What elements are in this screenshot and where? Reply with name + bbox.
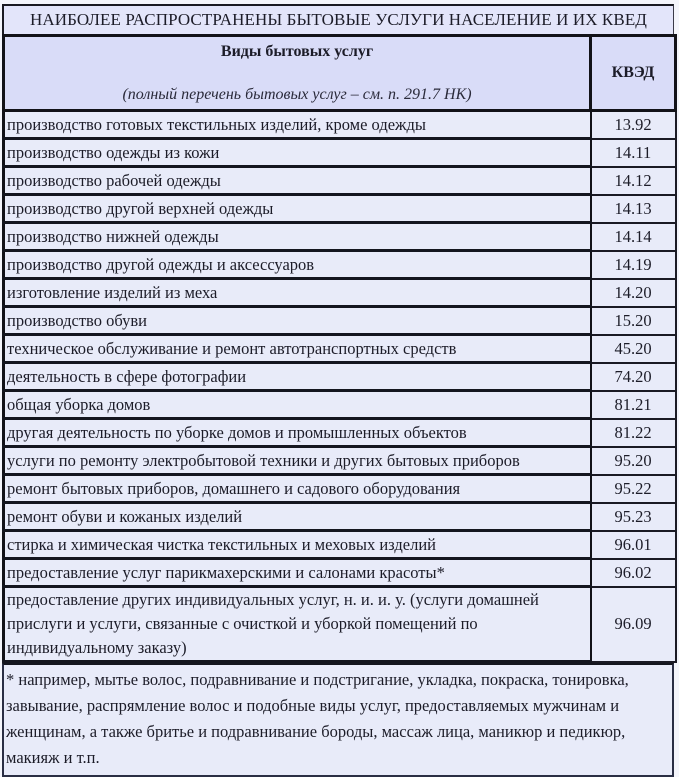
service-cell: производство другой одежды и аксессуаров [4, 251, 591, 279]
table-row [4, 111, 676, 139]
kved-code-cell: 14.11 [591, 139, 676, 167]
service-cell: производство готовых текстильных изделий, кроме одежды [4, 111, 591, 139]
kved-code-cell: 95.23 [591, 503, 676, 531]
service-cell: ремонт бытовых приборов, домашнего и садового оборудования [4, 475, 591, 503]
kved-code-cell: 96.09 [591, 587, 676, 662]
service-cell: производство другой верхней одежды [4, 195, 591, 223]
service-cell: ремонт обуви и кожаных изделий [4, 503, 591, 531]
table-row [4, 195, 676, 223]
kved-code-cell: 14.19 [591, 251, 676, 279]
table-row [4, 475, 676, 503]
service-cell: услуги по ремонту электробытовой техники и других бытовых приборов [4, 447, 591, 475]
service-cell: стирка и химическая чистка текстильных и меховых изделий [4, 531, 591, 559]
kved-code-cell: 15.20 [591, 307, 676, 335]
table-row [4, 363, 676, 391]
table-row [4, 279, 676, 307]
table-row [4, 559, 676, 587]
service-cell: производство одежды из кожи [4, 139, 591, 167]
header-service-subtitle: (полный перечень бытовых услуг – см. п. 291.7 НК) [122, 86, 472, 103]
kved-table-container [2, 4, 674, 777]
kved-code-cell: 14.20 [591, 279, 676, 307]
header-service-title: Виды бытовых услуг [220, 43, 374, 60]
service-cell: производство нижней одежды [4, 223, 591, 251]
kved-code-cell: 96.01 [591, 531, 676, 559]
service-cell: деятельность в сфере фотографии [4, 363, 591, 391]
kved-code-cell: 74.20 [591, 363, 676, 391]
kved-code-cell: 95.22 [591, 475, 676, 503]
service-cell: изготовление изделий из меха [4, 279, 591, 307]
kved-code-cell: 13.92 [591, 111, 676, 139]
header-code-cell: КВЭД [591, 36, 676, 111]
kved-table [2, 34, 677, 663]
kved-code-cell: 81.22 [591, 419, 676, 447]
table-header-row [4, 36, 676, 111]
service-cell: техническое обслуживание и ремонт автотранспортных средств [4, 335, 591, 363]
kved-code-cell: 96.02 [591, 559, 676, 587]
table-row [4, 139, 676, 167]
kved-code-cell: 95.20 [591, 447, 676, 475]
service-cell: другая деятельность по уборке домов и промышленных объектов [4, 419, 591, 447]
table-row [4, 503, 676, 531]
table-row [4, 419, 676, 447]
service-cell: предоставление услуг парикмахерскими и салонами красоты* [4, 559, 591, 587]
table-row [4, 251, 676, 279]
footnote: * например, мытье волос, подравнивание и подстригание, укладка, покраска, тонировка, завывание, распрямление волос и подобные виды услуг, предоставляемых мужчинам и женщинам, а также бритье и подравнивание бороды, массаж лица, маникюр и педикюр, макияж и т.п. [2, 663, 674, 777]
service-cell: предоставление других индивидуальных услуг, н. и. и. у. (услуги домашней прислуги и услуги, связанные с очисткой и уборкой помещений по индивидуальному заказу) [4, 587, 591, 662]
table-row [4, 167, 676, 195]
table-row [4, 531, 676, 559]
table-row [4, 223, 676, 251]
table-row [4, 447, 676, 475]
service-cell: производство обуви [4, 307, 591, 335]
table-title: НАИБОЛЕЕ РАСПРОСТРАНЕНЫ БЫТОВЫЕ УСЛУГИ НАСЕЛЕНИЕ И ИХ КВЕД [2, 4, 674, 34]
service-cell: общая уборка домов [4, 391, 591, 419]
kved-code-cell: 45.20 [591, 335, 676, 363]
table-row [4, 391, 676, 419]
table-row [4, 587, 676, 662]
table-row [4, 335, 676, 363]
kved-code-cell: 14.14 [591, 223, 676, 251]
service-cell: производство рабочей одежды [4, 167, 591, 195]
table-row [4, 307, 676, 335]
kved-code-cell: 81.21 [591, 391, 676, 419]
header-service-cell [4, 36, 591, 111]
kved-code-cell: 14.12 [591, 167, 676, 195]
kved-code-cell: 14.13 [591, 195, 676, 223]
